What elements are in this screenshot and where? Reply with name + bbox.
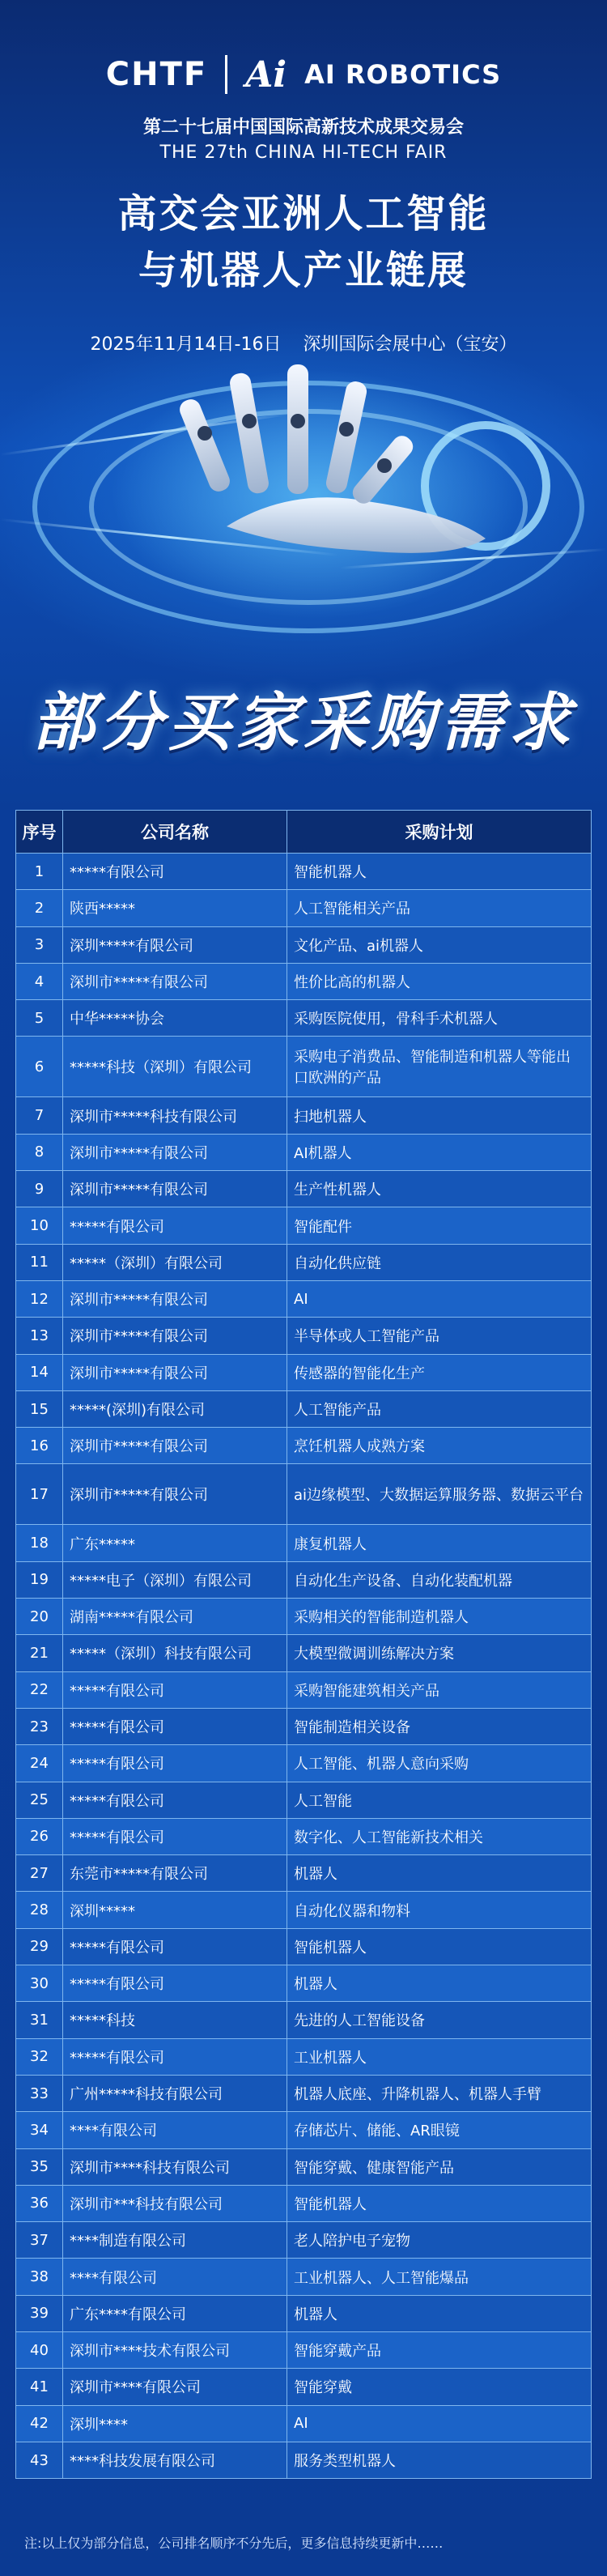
- cell-company: 深圳市*****有限公司: [63, 1134, 287, 1170]
- cell-company: 深圳市***科技有限公司: [63, 2185, 287, 2221]
- cell-no: 1: [16, 854, 63, 890]
- cell-company: *****有限公司: [63, 1928, 287, 1965]
- cell-company: 深圳****: [63, 2405, 287, 2442]
- cell-company: 东莞市*****有限公司: [63, 1855, 287, 1892]
- table-row: [16, 1097, 592, 1134]
- chtf-logo: CHTF: [105, 56, 208, 93]
- cell-company: *****有限公司: [63, 854, 287, 890]
- table-row: [16, 890, 592, 926]
- cell-company: 陕西*****: [63, 890, 287, 926]
- cell-plan: 半导体或人工智能产品: [287, 1318, 592, 1354]
- table-header-row: [16, 811, 592, 854]
- table-row: [16, 1244, 592, 1280]
- cell-no: 8: [16, 1134, 63, 1170]
- table-row: [16, 1928, 592, 1965]
- table-row: [16, 1134, 592, 1170]
- cell-no: 10: [16, 1207, 63, 1244]
- cell-no: 30: [16, 1965, 63, 2002]
- table-row: [16, 2222, 592, 2259]
- cell-plan: 机器人: [287, 1855, 592, 1892]
- cell-plan: 康复机器人: [287, 1525, 592, 1561]
- cell-no: 11: [16, 1244, 63, 1280]
- cell-no: 19: [16, 1561, 63, 1598]
- table-row: [16, 1525, 592, 1561]
- cell-plan: AI机器人: [287, 1134, 592, 1170]
- event-venue: 深圳国际会展中心（宝安）: [303, 334, 517, 355]
- cell-no: 36: [16, 2185, 63, 2221]
- table-row: [16, 2369, 592, 2405]
- page-title-line2: 与机器人产业链展: [138, 248, 469, 293]
- table-row: [16, 2148, 592, 2185]
- cell-no: 31: [16, 2002, 63, 2038]
- cell-company: 广州*****科技有限公司: [63, 2075, 287, 2111]
- cell-plan: 智能机器人: [287, 854, 592, 890]
- section-heading: 部分买家采购需求: [31, 687, 575, 760]
- buyer-demand-table: [15, 810, 592, 2479]
- table-row: [16, 2442, 592, 2478]
- ai-robotics-logo-mark: Ai: [245, 53, 287, 96]
- cell-no: 40: [16, 2331, 63, 2368]
- cell-company: ****科技发展有限公司: [63, 2442, 287, 2478]
- cell-plan: 数字化、人工智能新技术相关: [287, 1818, 592, 1854]
- cell-plan: 智能穿戴产品: [287, 2331, 592, 2368]
- cell-no: 7: [16, 1097, 63, 1134]
- cell-company: ****有限公司: [63, 2112, 287, 2148]
- cell-no: 43: [16, 2442, 63, 2478]
- cell-company: 深圳市****科技有限公司: [63, 2148, 287, 2185]
- cell-plan: 智能机器人: [287, 1928, 592, 1965]
- hero-banner: [0, 0, 607, 810]
- table-row: [16, 2075, 592, 2111]
- cell-plan: 老人陪护电子宠物: [287, 2222, 592, 2259]
- cell-no: 23: [16, 1708, 63, 1744]
- table-row: [16, 1318, 592, 1354]
- page-title-line1: 高交会亚洲人工智能: [117, 191, 490, 236]
- table-row: [16, 2259, 592, 2295]
- cell-company: 深圳市****有限公司: [63, 2369, 287, 2405]
- table-row: [16, 2038, 592, 2075]
- cell-plan: 烹饪机器人成熟方案: [287, 1428, 592, 1464]
- logo-divider: [225, 55, 227, 94]
- cell-no: 35: [16, 2148, 63, 2185]
- table-row: [16, 1000, 592, 1037]
- cell-company: *****（深圳）科技有限公司: [63, 1635, 287, 1671]
- table-row: [16, 1965, 592, 2002]
- table-row: [16, 1855, 592, 1892]
- cell-no: 26: [16, 1818, 63, 1854]
- cell-company: 广东****有限公司: [63, 2295, 287, 2331]
- cell-no: 16: [16, 1428, 63, 1464]
- table-row: [16, 1390, 592, 1427]
- cell-plan: 生产性机器人: [287, 1171, 592, 1207]
- cell-plan: 人工智能: [287, 1782, 592, 1818]
- table-row: [16, 2002, 592, 2038]
- cell-no: 13: [16, 1318, 63, 1354]
- cell-plan: 文化产品、ai机器人: [287, 926, 592, 963]
- cell-company: *****有限公司: [63, 1207, 287, 1244]
- cell-no: 34: [16, 2112, 63, 2148]
- cell-plan: 传感器的智能化生产: [287, 1354, 592, 1390]
- header-cell-company: 公司名称: [63, 811, 287, 854]
- cell-company: 深圳市*****有限公司: [63, 1464, 287, 1525]
- cell-plan: 智能机器人: [287, 2185, 592, 2221]
- table-row: [16, 1671, 592, 1708]
- cell-plan: 性价比高的机器人: [287, 963, 592, 999]
- cell-plan: 扫地机器人: [287, 1097, 592, 1134]
- cell-plan: 自动化生产设备、自动化装配机器: [287, 1561, 592, 1598]
- cell-plan: 自动化仪器和物料: [287, 1892, 592, 1928]
- cell-no: 18: [16, 1525, 63, 1561]
- table-row: [16, 1892, 592, 1928]
- cell-plan: 人工智能、机器人意向采购: [287, 1745, 592, 1782]
- cell-no: 27: [16, 1855, 63, 1892]
- cell-company: *****有限公司: [63, 1818, 287, 1854]
- cell-no: 2: [16, 890, 63, 926]
- cell-company: 深圳市*****有限公司: [63, 1318, 287, 1354]
- logo-row: [0, 50, 607, 99]
- date-venue-line: [0, 330, 607, 356]
- table-row: [16, 1280, 592, 1317]
- cell-no: 39: [16, 2295, 63, 2331]
- cell-no: 38: [16, 2259, 63, 2295]
- cell-company: 深圳*****: [63, 1892, 287, 1928]
- table-row: [16, 1428, 592, 1464]
- table-row: [16, 1354, 592, 1390]
- table-row: [16, 2295, 592, 2331]
- cell-no: 9: [16, 1171, 63, 1207]
- cell-company: ****制造有限公司: [63, 2222, 287, 2259]
- table-row: [16, 926, 592, 963]
- cell-company: *****有限公司: [63, 1745, 287, 1782]
- cell-no: 21: [16, 1635, 63, 1671]
- cell-no: 17: [16, 1464, 63, 1525]
- cell-no: 42: [16, 2405, 63, 2442]
- cell-no: 14: [16, 1354, 63, 1390]
- cell-no: 22: [16, 1671, 63, 1708]
- table-body: [16, 854, 592, 2479]
- buyer-demand-table-wrapper: [15, 810, 592, 2479]
- cell-company: *****有限公司: [63, 1671, 287, 1708]
- table-row: [16, 2185, 592, 2221]
- cell-plan: 服务类型机器人: [287, 2442, 592, 2478]
- cell-no: 3: [16, 926, 63, 963]
- cell-company: 深圳市*****有限公司: [63, 1171, 287, 1207]
- cell-plan: 采购医院使用，骨科手术机器人: [287, 1000, 592, 1037]
- cell-company: 深圳市*****有限公司: [63, 1428, 287, 1464]
- cell-plan: 自动化供应链: [287, 1244, 592, 1280]
- cell-company: 深圳市*****有限公司: [63, 1280, 287, 1317]
- table-row: [16, 963, 592, 999]
- table-row: [16, 1207, 592, 1244]
- table-row: [16, 1561, 592, 1598]
- table-row: [16, 854, 592, 890]
- cell-plan: ai边缘模型、大数据运算服务器、数据云平台: [287, 1464, 592, 1525]
- cell-no: 25: [16, 1782, 63, 1818]
- cell-plan: 智能制造相关设备: [287, 1708, 592, 1744]
- table-row: [16, 1635, 592, 1671]
- table-row: [16, 2405, 592, 2442]
- cell-no: 20: [16, 1599, 63, 1635]
- cell-plan: 机器人底座、升降机器人、机器人手臂: [287, 2075, 592, 2111]
- cell-plan: 机器人: [287, 2295, 592, 2331]
- cell-plan: 采购智能建筑相关产品: [287, 1671, 592, 1708]
- cell-plan: AI: [287, 1280, 592, 1317]
- table-row: [16, 1818, 592, 1854]
- table-row: [16, 1708, 592, 1744]
- cell-company: ****有限公司: [63, 2259, 287, 2295]
- cell-plan: 先进的人工智能设备: [287, 2002, 592, 2038]
- cell-plan: 采购相关的智能制造机器人: [287, 1599, 592, 1635]
- cell-no: 33: [16, 2075, 63, 2111]
- table-row: [16, 1782, 592, 1818]
- cell-company: *****有限公司: [63, 1965, 287, 2002]
- table-row: [16, 1745, 592, 1782]
- cell-no: 4: [16, 963, 63, 999]
- cell-company: *****科技（深圳）有限公司: [63, 1037, 287, 1097]
- cell-company: *****有限公司: [63, 1782, 287, 1818]
- cell-company: 深圳*****有限公司: [63, 926, 287, 963]
- fair-name-en: THE 27th CHINA HI-TECH FAIR: [159, 143, 448, 163]
- cell-plan: 人工智能产品: [287, 1390, 592, 1427]
- cell-no: 6: [16, 1037, 63, 1097]
- table-row: [16, 2112, 592, 2148]
- table-row: [16, 1464, 592, 1525]
- cell-no: 15: [16, 1390, 63, 1427]
- cell-plan: 工业机器人、人工智能爆品: [287, 2259, 592, 2295]
- cell-no: 41: [16, 2369, 63, 2405]
- table-row: [16, 2331, 592, 2368]
- header-cell-plan: 采购计划: [287, 811, 592, 854]
- cell-no: 32: [16, 2038, 63, 2075]
- cell-no: 24: [16, 1745, 63, 1782]
- cell-company: 深圳市*****有限公司: [63, 963, 287, 999]
- table-row: [16, 1599, 592, 1635]
- cell-plan: AI: [287, 2405, 592, 2442]
- cell-no: 28: [16, 1892, 63, 1928]
- table-row: [16, 1037, 592, 1097]
- cell-no: 12: [16, 1280, 63, 1317]
- cell-plan: 智能穿戴: [287, 2369, 592, 2405]
- cell-no: 37: [16, 2222, 63, 2259]
- event-date: 2025年11月14日-16日: [90, 334, 282, 355]
- cell-no: 29: [16, 1928, 63, 1965]
- robot-hand-illustration: [105, 364, 526, 575]
- cell-company: 深圳市****技术有限公司: [63, 2331, 287, 2368]
- cell-company: 广东*****: [63, 1525, 287, 1561]
- fair-name-cn: 第二十七届中国国际高新技术成果交易会: [142, 117, 464, 138]
- cell-plan: 智能穿戴、健康智能产品: [287, 2148, 592, 2185]
- cell-plan: 存储芯片、储能、AR眼镜: [287, 2112, 592, 2148]
- cell-plan: 人工智能相关产品: [287, 890, 592, 926]
- cell-plan: 智能配件: [287, 1207, 592, 1244]
- cell-plan: 采购电子消费品、智能制造和机器人等能出口欧洲的产品: [287, 1037, 592, 1097]
- cell-company: 湖南*****有限公司: [63, 1599, 287, 1635]
- cell-company: 中华*****协会: [63, 1000, 287, 1037]
- ai-robotics-logo-text: AI ROBOTICS: [304, 59, 502, 90]
- cell-company: *****（深圳）有限公司: [63, 1244, 287, 1280]
- cell-company: *****有限公司: [63, 2038, 287, 2075]
- cell-plan: 工业机器人: [287, 2038, 592, 2075]
- cell-company: *****科技: [63, 2002, 287, 2038]
- cell-company: 深圳市*****有限公司: [63, 1354, 287, 1390]
- cell-plan: 大模型微调训练解决方案: [287, 1635, 592, 1671]
- table-row: [16, 1171, 592, 1207]
- cell-company: *****(深圳)有限公司: [63, 1390, 287, 1427]
- cell-no: 5: [16, 1000, 63, 1037]
- header-cell-no: 序号: [16, 811, 63, 854]
- cell-plan: 机器人: [287, 1965, 592, 2002]
- footnote: 注:以上仅为部分信息，公司排名顺序不分先后，更多信息持续更新中……: [24, 2536, 444, 2551]
- cell-company: *****有限公司: [63, 1708, 287, 1744]
- cell-company: 深圳市*****科技有限公司: [63, 1097, 287, 1134]
- cell-company: *****电子（深圳）有限公司: [63, 1561, 287, 1598]
